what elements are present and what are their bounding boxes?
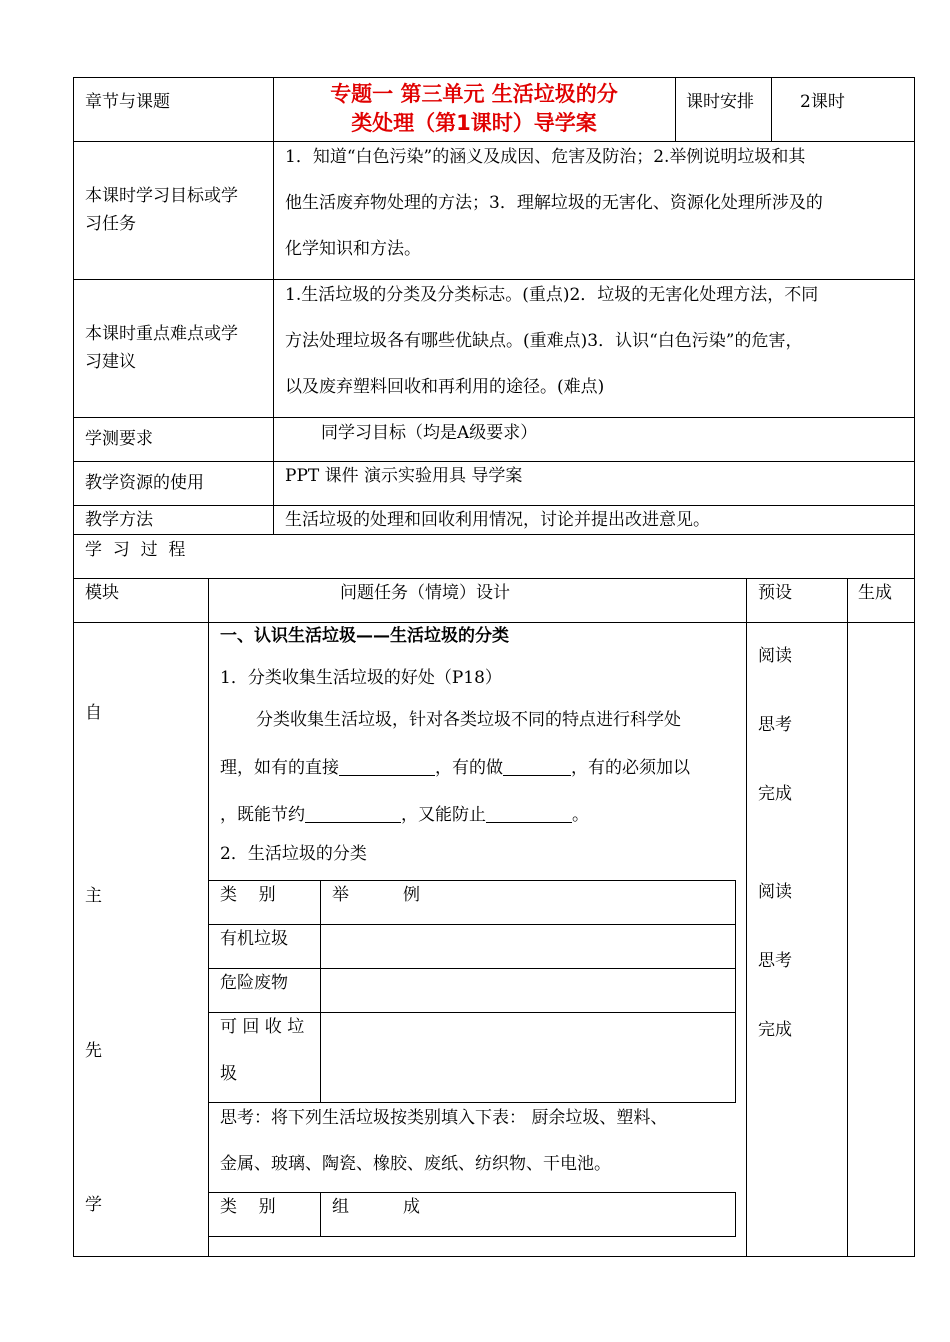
para-line-1: 分类收集生活垃圾，针对各类垃圾不同的特点进行科学处 [256,710,681,730]
objectives-label: 本课时学习目标或学 [85,186,238,206]
section-sub-1: 1．分类收集生活垃圾的好处（P18） [220,668,502,688]
col-preset: 预设 [758,583,792,603]
fill-blank[interactable] [339,757,435,776]
inner-table-border [208,1236,736,1237]
schedule-label: 课时安排 [686,92,754,112]
inner-table-border [320,880,321,1102]
method-value: 生活垃圾的处理和回收利用情况，讨论并提出改进意见。 [285,510,710,530]
table1-row-label: 可 回 收 垃 [220,1017,305,1037]
table2-header-composition: 组 成 [332,1197,421,1217]
col-divider [208,578,209,1256]
preset-item: 完成 [758,1020,792,1040]
row-divider [73,622,915,623]
row-divider [73,279,915,280]
module-char: 学 [85,1195,102,1215]
row-divider [73,417,915,418]
assessment-value: 同学习目标（均是A级要求） [321,423,538,443]
inner-table-border [735,1192,736,1236]
inner-table-border [320,1192,321,1236]
method-label: 教学方法 [85,510,153,530]
title-line-1: 专题一 第三单元 生活垃圾的分 [330,82,618,106]
para-text: ，有的必须加以 [571,758,690,778]
para-line-2 [220,757,690,777]
think-line-2: 金属、玻璃、陶瓷、橡胶、废纸、纺织物、干电池。 [220,1154,611,1174]
col-divider [771,77,772,141]
resources-label: 教学资源的使用 [85,473,204,493]
row-divider [73,505,915,506]
keypoints-label-2: 习建议 [85,352,136,372]
para-text: ，有的做 [435,758,503,778]
think-line-1: 思考：将下列生活垃圾按类别填入下表： 厨余垃圾、塑料、 [220,1108,668,1128]
fill-blank[interactable] [503,757,571,776]
module-char: 先 [85,1041,102,1061]
module-char: 自 [85,703,102,723]
chapter-label: 章节与课题 [85,92,170,112]
fill-blank[interactable] [305,804,401,823]
inner-table-border [208,1102,736,1103]
table-border-left [73,77,74,1257]
objectives-text-2: 他生活废弃物处理的方法；3．理解垃圾的无害化、资源化处理所涉及的 [285,193,823,213]
objectives-text-1: 1．知道“白色污染”的涵义及成因、危害及防治；2.举例说明垃圾和其 [285,147,806,167]
table-border-top [73,77,915,78]
keypoints-text-2: 方法处理垃圾各有哪些优缺点。(重难点)3．认识“白色污染”的危害， [285,331,803,351]
page-title [274,80,674,138]
objectives-text-3: 化学知识和方法。 [285,239,421,259]
table2-header-category: 类 别 [220,1197,276,1217]
para-text: ，既能节约 [220,805,305,825]
preset-item: 阅读 [758,882,792,902]
row-divider [73,534,915,535]
col-divider [675,77,676,141]
col-generate: 生成 [858,583,892,603]
inner-table-border [735,880,736,1102]
table1-row-label: 危险废物 [220,973,288,993]
section-sub-2: 2．生活垃圾的分类 [220,844,367,864]
keypoints-text-3: 以及废弃塑料回收和再利用的途径。(难点) [285,377,605,397]
assessment-label: 学测要求 [85,429,153,449]
col-divider [746,578,747,1256]
table1-row-label-cont: 圾 [220,1064,237,1084]
para-line-3 [220,804,589,824]
para-text: ，又能防止 [401,805,486,825]
preset-item: 阅读 [758,646,792,666]
title-line-2: 类处理（第1课时）导学案 [351,111,597,135]
preset-item: 思考 [758,715,792,735]
inner-table-border [208,880,736,881]
col-divider [273,77,274,534]
inner-table-border [208,968,736,969]
col-module: 模块 [85,583,119,603]
col-design: 问题任务（情境）设计 [340,583,510,603]
preset-item: 完成 [758,784,792,804]
process-label: 学 习 过 程 [85,540,186,560]
section-heading: 一、认识生活垃圾——生活垃圾的分类 [220,626,509,646]
objectives-label-2: 习任务 [85,214,136,234]
col-divider [847,578,848,1256]
para-text: 。 [572,805,589,825]
inner-table-border [208,1012,736,1013]
inner-table-border [208,924,736,925]
row-divider [73,461,915,462]
module-char: 主 [85,886,102,906]
table-border-right [914,77,915,1257]
table1-header-example: 举 例 [332,885,421,905]
table1-header-category: 类 别 [220,885,276,905]
table1-row-label: 有机垃圾 [220,929,288,949]
schedule-value: 2课时 [800,92,845,112]
keypoints-label: 本课时重点难点或学 [85,324,238,344]
row-divider [73,141,915,142]
preset-item: 思考 [758,951,792,971]
table-border-bottom [73,1256,915,1257]
para-text: 理，如有的直接 [220,758,339,778]
fill-blank[interactable] [486,804,572,823]
keypoints-text-1: 1.生活垃圾的分类及分类标志。(重点)2．垃圾的无害化处理方法，不同 [285,285,819,305]
resources-value: PPT 课件 演示实验用具 导学案 [285,466,523,486]
inner-table-border [208,1192,736,1193]
row-divider [73,578,915,579]
